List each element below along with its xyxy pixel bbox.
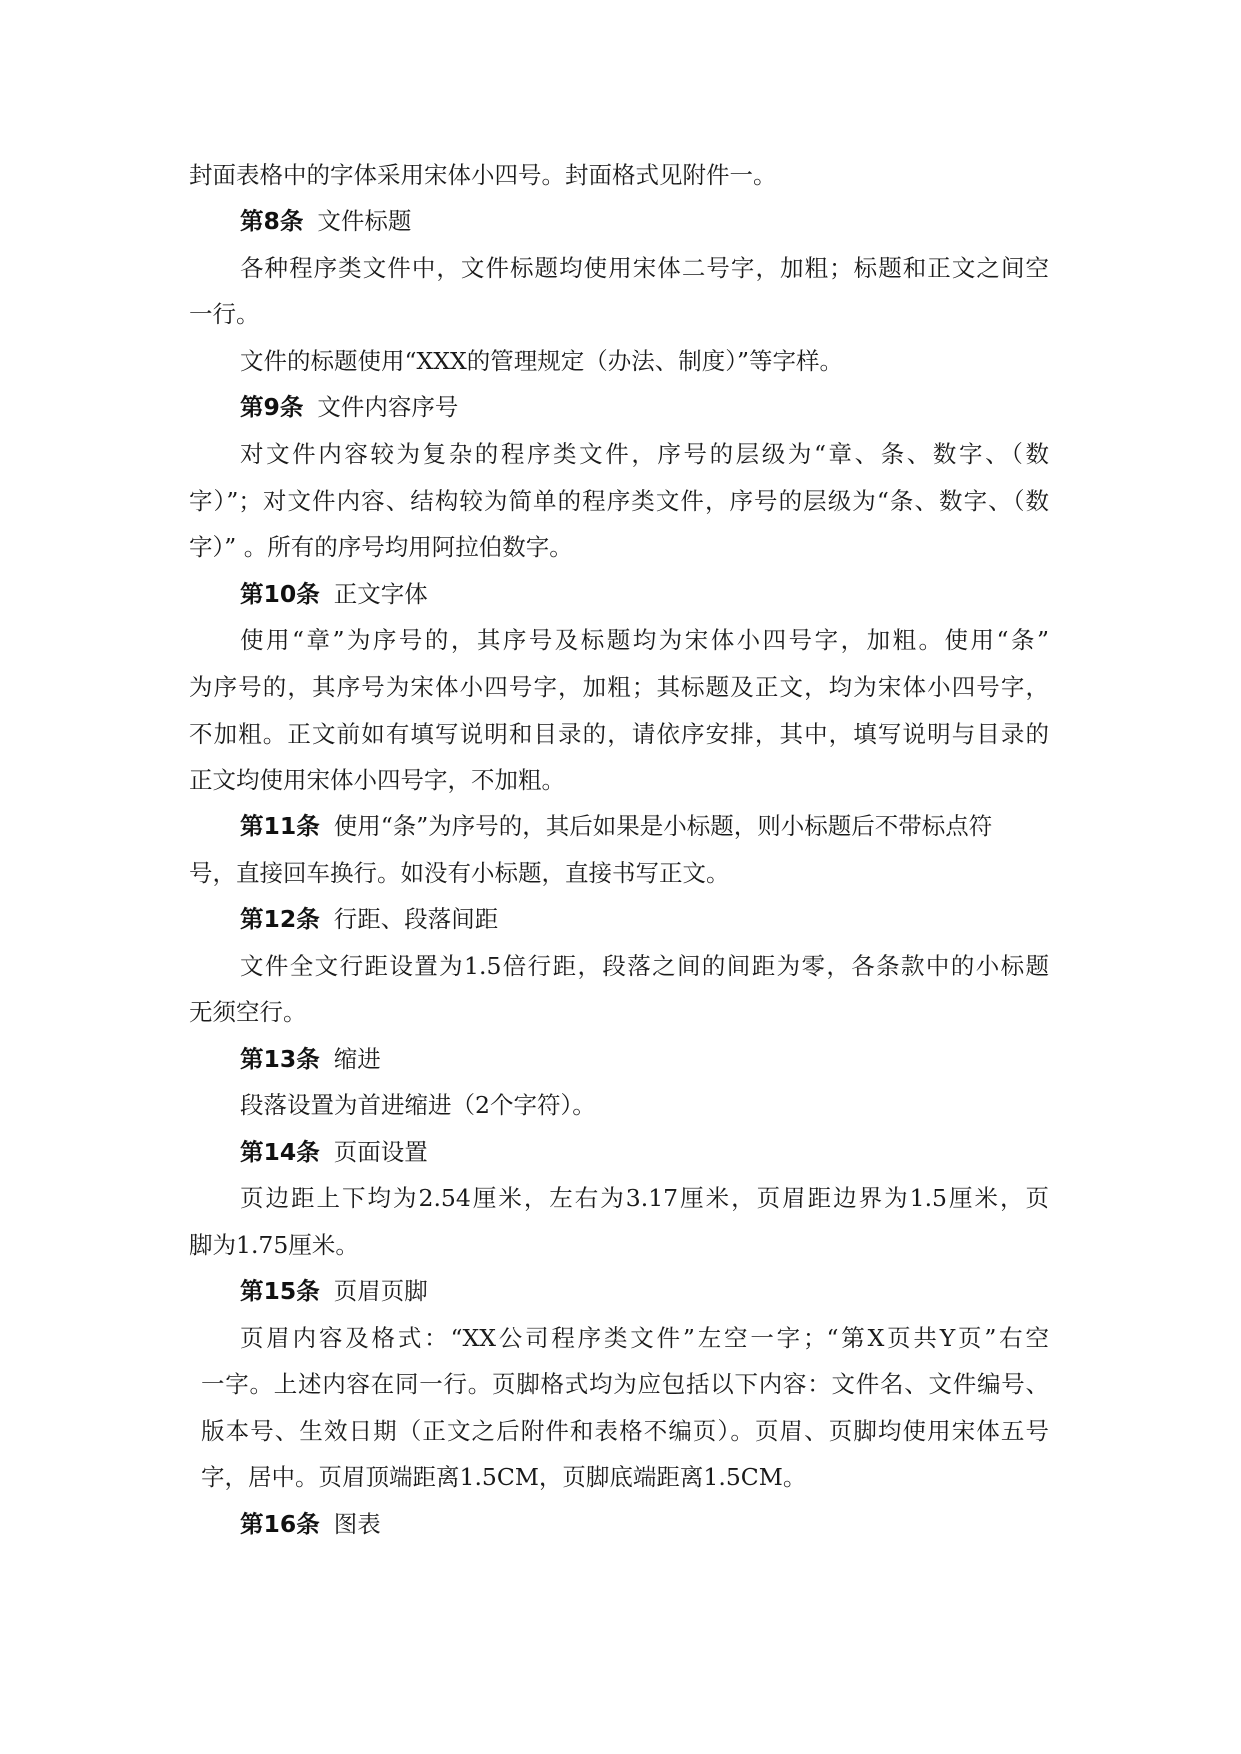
article-number: 第15条 <box>240 1277 320 1305</box>
article-number: 第11条 <box>240 812 320 840</box>
article-heading-15 <box>240 1275 428 1307</box>
article-number: 第9条 <box>240 393 304 421</box>
article-title: 文件内容序号 <box>317 393 459 421</box>
article-number: 第10条 <box>240 580 320 608</box>
paragraph-line: 使用“章”为序号的，其序号及标题均为宋体小四号字，加粗。使用“条” <box>240 626 1049 654</box>
article-heading-13 <box>240 1043 381 1075</box>
article-title: 页眉页脚 <box>333 1277 428 1305</box>
article-number: 第12条 <box>240 905 320 933</box>
paragraph-line: 字）”；对文件内容、结构较为简单的程序类文件，序号的层级为“条、数字、（数 <box>189 487 1049 515</box>
paragraph-line: 正文均使用宋体小四号字，不加粗。 <box>189 766 565 794</box>
article-heading-12 <box>240 903 498 935</box>
article-text: 使用“条”为序号的，其后如果是小标题，则小标题后不带标点符 <box>333 812 993 840</box>
article-number: 第8条 <box>240 207 304 235</box>
article-title: 行距、段落间距 <box>333 905 499 933</box>
article-number: 第13条 <box>240 1045 320 1073</box>
article-heading-9 <box>240 391 458 423</box>
paragraph-line: 一行。 <box>189 300 260 328</box>
paragraph-line: 字）” 。所有的序号均用阿拉伯数字。 <box>189 533 573 561</box>
paragraph-line: 字，居中。页眉顶端距离1.5CM，页脚底端距离1.5CM。 <box>201 1463 807 1491</box>
paragraph-line: 段落设置为首进缩进（2个字符）。 <box>240 1091 596 1119</box>
article-title: 图表 <box>333 1510 381 1538</box>
paragraph-line: 号，直接回车换行。如没有小标题，直接书写正文。 <box>189 859 730 887</box>
paragraph-line: 页眉内容及格式：“XX公司程序类文件”左空一字；“第X页共Y页”右空 <box>240 1324 1049 1352</box>
article-title: 缩进 <box>333 1045 381 1073</box>
article-heading-14 <box>240 1136 428 1168</box>
article-heading-11 <box>240 810 992 842</box>
paragraph-line: 版本号、生效日期（正文之后附件和表格不编页）。页眉、页脚均使用宋体五号 <box>201 1417 1049 1445</box>
paragraph-line: 不加粗。正文前如有填写说明和目录的，请依序安排，其中，填写说明与目录的 <box>189 720 1049 748</box>
paragraph-line: 脚为1.75厘米。 <box>189 1231 359 1259</box>
article-heading-10 <box>240 578 428 610</box>
paragraph-line: 封面表格中的字体采用宋体小四号。封面格式见附件一。 <box>189 161 777 189</box>
article-number: 第14条 <box>240 1138 320 1166</box>
article-title: 文件标题 <box>317 207 412 235</box>
paragraph-line: 一字。上述内容在同一行。页脚格式均为应包括以下内容：文件名、文件编号、 <box>201 1370 1049 1398</box>
paragraph-line: 为序号的，其序号为宋体小四号字，加粗；其标题及正文，均为宋体小四号字， <box>189 673 1049 701</box>
paragraph-line: 各种程序类文件中，文件标题均使用宋体二号字，加粗；标题和正文之间空 <box>240 254 1049 282</box>
paragraph-line: 对文件内容较为复杂的程序类文件，序号的层级为“章、条、数字、（数 <box>240 440 1049 468</box>
article-title: 正文字体 <box>333 580 428 608</box>
paragraph-line: 页边距上下均为2.54厘米，左右为3.17厘米，页眉距边界为1.5厘米，页 <box>240 1184 1049 1212</box>
article-title: 页面设置 <box>333 1138 428 1166</box>
paragraph-line: 文件的标题使用“XXX的管理规定（办法、制度）”等字样。 <box>240 347 843 375</box>
article-heading-8 <box>240 205 411 237</box>
paragraph-line: 文件全文行距设置为1.5倍行距，段落之间的间距为零，各条款中的小标题 <box>240 952 1049 980</box>
paragraph-line: 无须空行。 <box>189 998 307 1026</box>
article-number: 第16条 <box>240 1510 320 1538</box>
article-heading-16 <box>240 1508 381 1540</box>
